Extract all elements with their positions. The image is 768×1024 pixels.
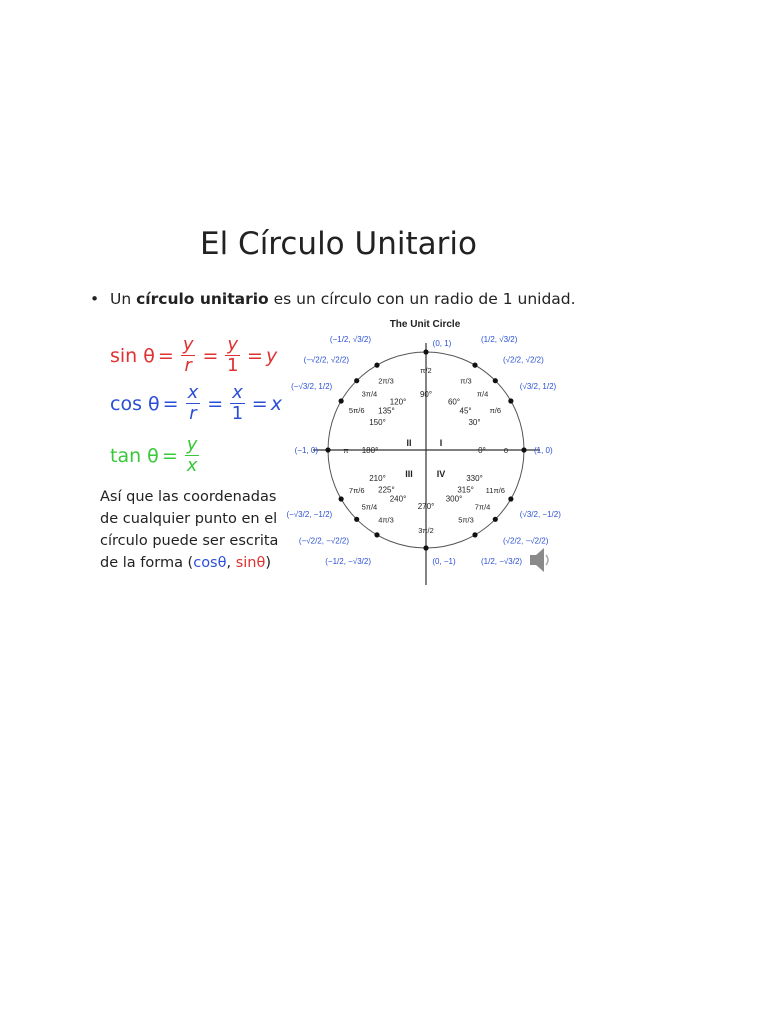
radian-label: 11π/6 <box>485 486 505 495</box>
radian-label: 3π/2 <box>418 526 434 535</box>
degree-label: 300° <box>445 494 463 504</box>
paragraph-close: ) <box>265 555 272 571</box>
sin-formula <box>110 336 277 375</box>
radian-label: 5π/3 <box>458 515 474 525</box>
radian-label: 4π/3 <box>378 515 394 525</box>
radian-label: π/3 <box>460 376 472 386</box>
numerator: x <box>232 382 243 403</box>
bullet-bold: círculo unitario <box>136 290 269 308</box>
degree-label: 0° <box>478 446 486 455</box>
degree-label: 240° <box>389 494 407 504</box>
bullet-item <box>90 290 576 308</box>
radian-label: 0 <box>503 446 509 455</box>
equals-sign: = <box>157 344 174 367</box>
degree-label: 120° <box>389 397 407 407</box>
coordinate-label: (1/2, √3/2) <box>481 335 518 345</box>
radian-label: π/2 <box>420 366 432 375</box>
bullet-pre: Un <box>110 290 137 308</box>
cos-fraction-2 <box>230 384 245 423</box>
radian-label: π <box>343 446 349 455</box>
angle-point <box>325 447 330 452</box>
equals-sign: = <box>207 392 224 415</box>
degree-label: 60° <box>447 397 461 407</box>
equals-sign: = <box>247 344 263 367</box>
denominator: 1 <box>231 403 244 424</box>
degree-label: 330° <box>466 474 483 483</box>
angle-point <box>354 378 359 383</box>
quadrant-label-II: II <box>406 438 412 448</box>
angle-point <box>521 447 526 452</box>
coordinate-label: (√3/2, 1/2) <box>519 382 557 391</box>
tan-formula <box>110 436 203 475</box>
denominator: r <box>184 355 192 376</box>
coordinate-label: (−√2/2, −√2/2) <box>298 536 350 546</box>
quadrant-label-III: III <box>405 469 413 479</box>
coordinates-paragraph <box>100 486 290 574</box>
cos-fraction-1 <box>186 384 201 423</box>
angle-point <box>339 496 344 501</box>
coordinate-label: (−1/2, −√3/2) <box>325 556 371 566</box>
cos-lhs: cos θ <box>110 392 160 415</box>
angle-point <box>493 517 498 522</box>
degree-label: 90° <box>419 390 433 399</box>
equals-sign: = <box>161 444 178 467</box>
degree-label: 270° <box>417 502 435 511</box>
degree-label: 225° <box>378 485 395 495</box>
quadrant-label-IV: IV <box>436 469 446 479</box>
coordinate-label: (1/2, −√3/2) <box>481 556 523 566</box>
denominator: r <box>189 403 197 424</box>
coordinate-label: (√3/2, −1/2) <box>519 510 561 519</box>
coordinate-label: (−1, 0) <box>294 446 318 455</box>
angle-point <box>423 349 428 354</box>
radian-label: π/6 <box>489 406 502 415</box>
angle-point <box>339 398 344 403</box>
angle-point <box>354 517 359 522</box>
equals-sign: = <box>202 344 219 367</box>
radian-label: 2π/3 <box>378 376 394 386</box>
sin-rhs: y <box>265 344 278 367</box>
paragraph-text: Así que las coordenadas de cualquier punto en el círculo puede ser escrita de la forma ( <box>100 489 279 571</box>
numerator: y <box>182 334 194 355</box>
cos-formula <box>110 384 282 423</box>
sin-fraction-1 <box>181 336 196 375</box>
slide-title: El Círculo Unitario <box>200 226 477 262</box>
degree-label: 210° <box>369 474 386 483</box>
unit-circle-content <box>286 335 561 585</box>
tan-lhs: tan θ <box>110 444 159 467</box>
tan-fraction <box>185 436 200 475</box>
coordinate-label: (1, 0) <box>534 446 553 455</box>
degree-label: 180° <box>361 446 379 455</box>
equals-sign: = <box>162 392 179 415</box>
angle-point <box>472 532 477 537</box>
denominator: 1 <box>226 355 239 376</box>
coordinate-label: (−√3/2, −1/2) <box>286 510 333 519</box>
numerator: y <box>186 434 198 455</box>
radian-label: π/4 <box>476 389 489 399</box>
cos-rhs: x <box>270 392 282 415</box>
quadrant-label-I: I <box>439 438 443 448</box>
radian-label: 5π/4 <box>361 502 378 512</box>
numerator: y <box>227 334 239 355</box>
coordinate-label: (√2/2, √2/2) <box>502 355 544 365</box>
coordinate-label: (0, −1) <box>432 557 456 566</box>
angle-point <box>374 532 379 537</box>
angle-point <box>508 496 513 501</box>
radian-label: 3π/4 <box>361 389 378 399</box>
angle-point <box>374 363 379 368</box>
degree-label: 45° <box>459 406 472 416</box>
angle-point <box>472 363 477 368</box>
degree-label: 315° <box>457 485 474 495</box>
angle-point <box>493 378 498 383</box>
bullet-post: es un círculo con un radio de 1 unidad. <box>268 290 576 308</box>
angle-point <box>508 398 513 403</box>
paragraph-sep: , <box>226 555 236 571</box>
coordinate-label: (0, 1) <box>432 339 452 348</box>
coordinate-label: (−√3/2, 1/2) <box>291 382 333 391</box>
angle-point <box>423 545 428 550</box>
sin-fraction-2 <box>225 336 240 375</box>
equals-sign: = <box>251 392 268 415</box>
sin-lhs: sin θ <box>110 344 155 367</box>
radian-label: 7π/4 <box>474 502 491 512</box>
paragraph-cos: cosθ <box>193 555 227 571</box>
paragraph-sin: sinθ <box>235 555 266 571</box>
numerator: x <box>187 382 199 403</box>
unit-circle-title: The Unit Circle <box>389 319 461 330</box>
coordinate-label: (−√2/2, √2/2) <box>303 355 350 365</box>
coordinate-label: (−1/2, √3/2) <box>329 335 371 345</box>
degree-label: 150° <box>369 418 386 427</box>
denominator: x <box>186 455 198 476</box>
speaker-icon[interactable] <box>528 545 552 575</box>
coordinate-label: (√2/2, −√2/2) <box>502 536 549 546</box>
radian-label: 5π/6 <box>348 406 365 415</box>
degree-label: 135° <box>378 406 395 416</box>
degree-label: 30° <box>468 418 481 427</box>
radian-label: 7π/6 <box>348 486 365 495</box>
bullet-dot: • <box>90 290 100 308</box>
